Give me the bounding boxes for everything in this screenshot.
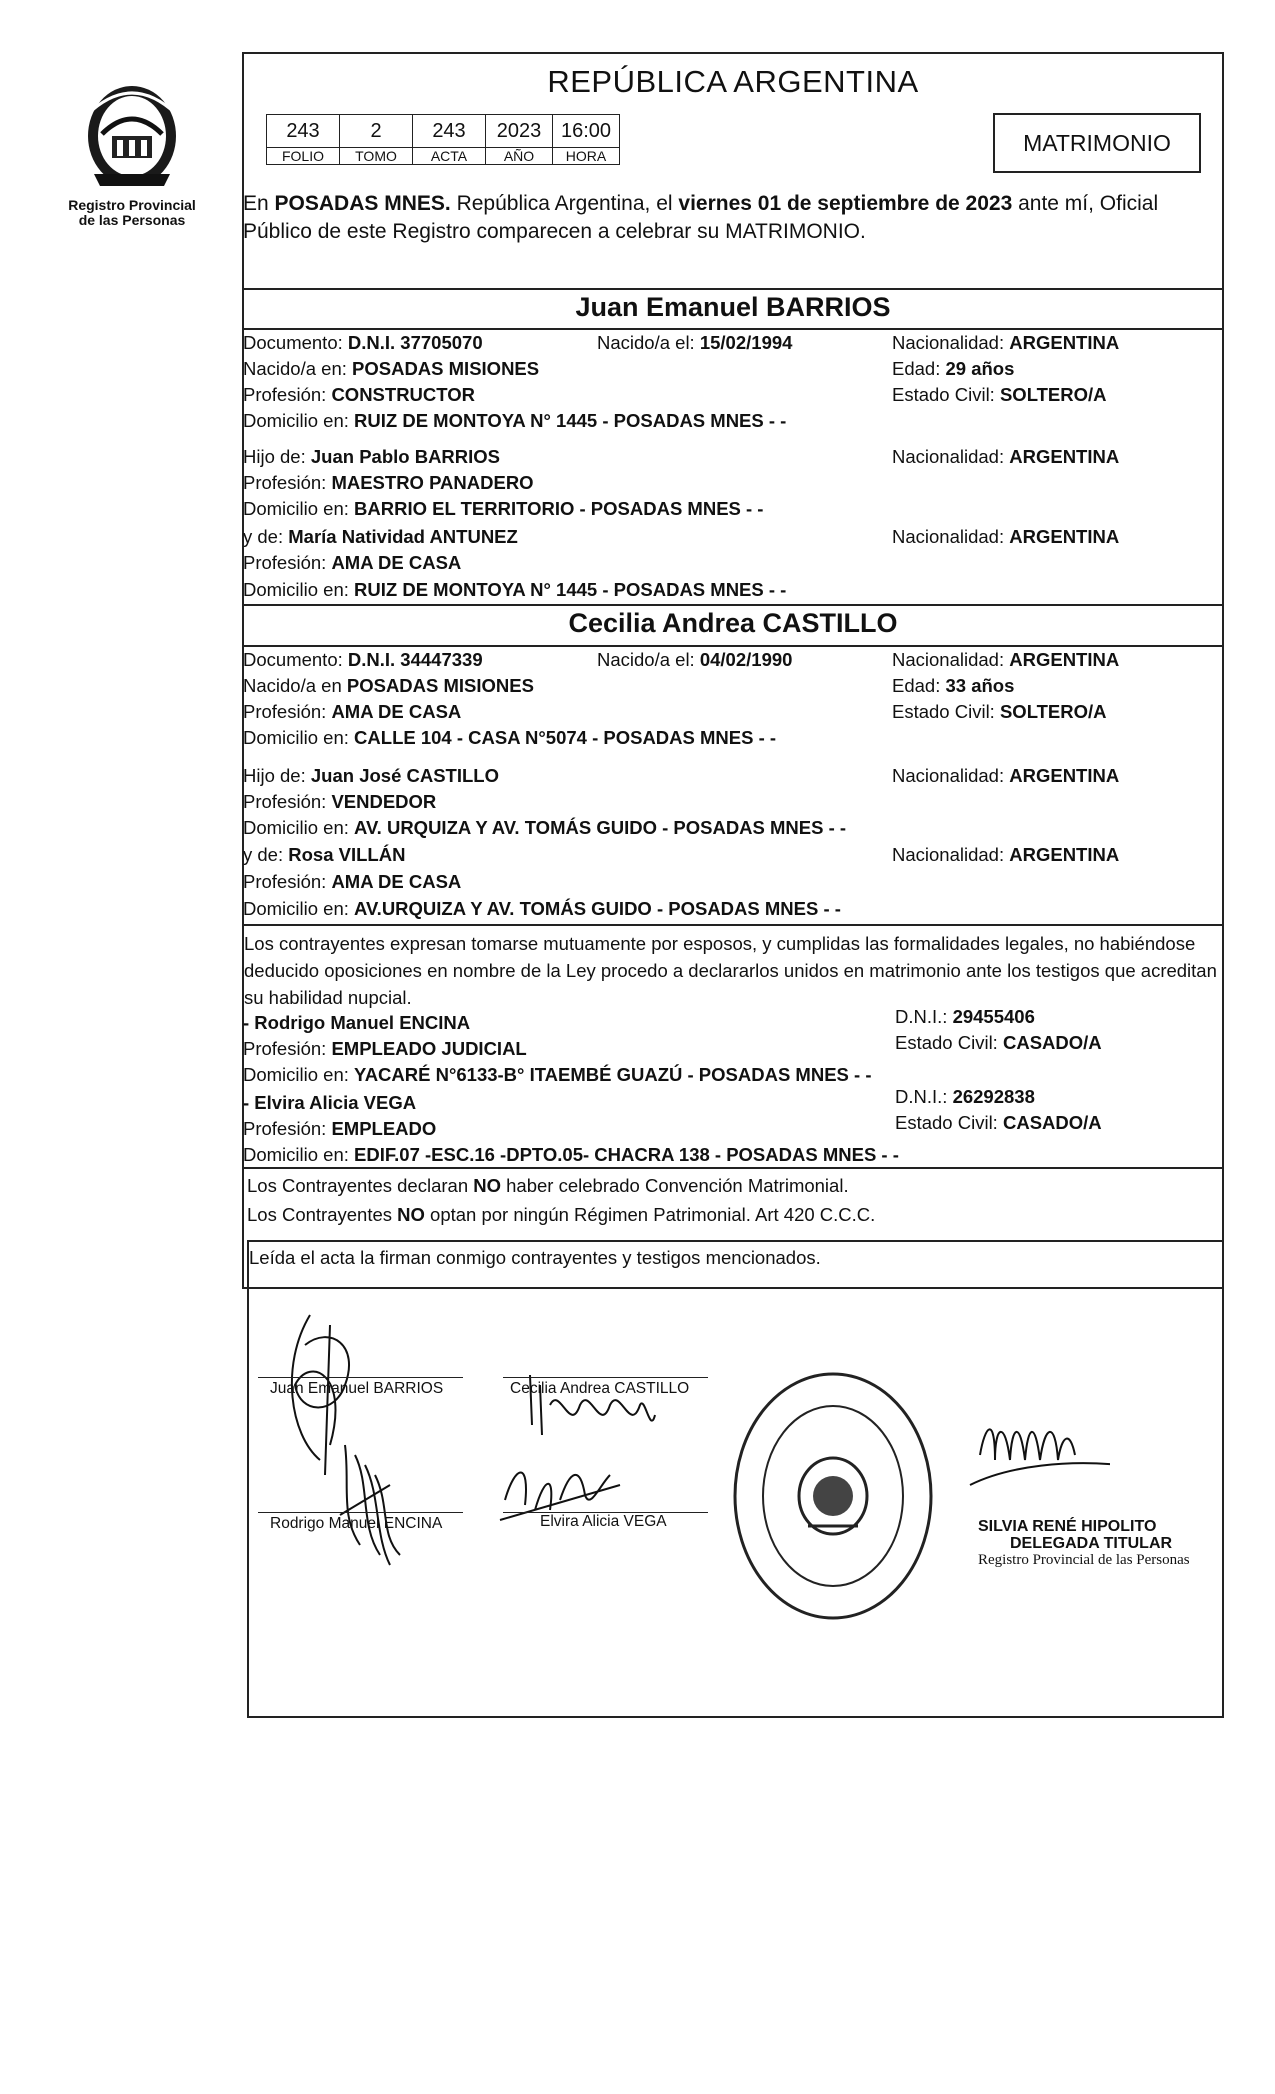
spouse1-document: Documento: D.N.I. 37705070 [243, 332, 483, 353]
spouse2-document: Documento: D.N.I. 34447339 [243, 649, 483, 670]
signature-line [258, 1512, 463, 1513]
signature-label-3: Rodrigo Manuel ENCINA [270, 1515, 443, 1532]
spouse1-address: Domicilio en: RUIZ DE MONTOYA N° 1445 - POSADAS MNES - - [243, 410, 787, 431]
witness2-address: Domicilio en: EDIF.07 -ESC.16 -DPTO.05- CHACRA 138 - POSADAS MNES - - [243, 1144, 899, 1165]
spouse2-father-address: Domicilio en: AV. URQUIZA Y AV. TOMÁS GUIDO - POSADAS MNES - - [243, 817, 847, 838]
intro-text-2: República Argentina, el [450, 192, 679, 215]
convention-line2: Los Contrayentes NO optan por ningún Régimen Patrimonial. Art 420 C.C.C. [247, 1204, 876, 1225]
witness1-dni: D.N.I.: 29455406 [895, 1006, 1035, 1027]
witness2-dni: D.N.I.: 26292838 [895, 1086, 1035, 1107]
signature-label-4: Elvira Alicia VEGA [540, 1513, 667, 1530]
spouse2-mother-profession: Profesión: AMA DE CASA [243, 871, 462, 892]
witness1-address: Domicilio en: YACARÉ N°6133-B° ITAEMBÉ GUAZÚ - POSADAS MNES - - [243, 1064, 872, 1085]
spouse2-father: Hijo de: Juan José CASTILLO [243, 765, 499, 786]
divider [242, 604, 1224, 606]
spouse2-name: Cecilia Andrea CASTILLO [568, 608, 898, 638]
spouse1-birthplace: Nacido/a en: POSADAS MISIONES [243, 358, 540, 379]
spouse1-father: Hijo de: Juan Pablo BARRIOS [243, 446, 501, 467]
spouse2-civil-status: Estado Civil: SOLTERO/A [892, 701, 1107, 722]
divider [242, 328, 1224, 330]
spouse1-father-profession: Profesión: MAESTRO PANADERO [243, 472, 534, 493]
spouse1-father-address: Domicilio en: BARRIO EL TERRITORIO - POSADAS MNES - - [243, 498, 764, 519]
tomo-value: 2 [340, 115, 413, 148]
signature-line [503, 1377, 708, 1378]
spouse2-nationality: Nacionalidad: ARGENTINA [892, 649, 1120, 670]
witness1-profession: Profesión: EMPLEADO JUDICIAL [243, 1038, 527, 1059]
logo-caption-line1: Registro Provincial [68, 197, 196, 213]
spouse1-civil-status: Estado Civil: SOLTERO/A [892, 384, 1107, 405]
registry-logo [62, 74, 202, 228]
signature-line [258, 1377, 463, 1378]
spouse1-mother: y de: María Natividad ANTUNEZ [243, 526, 518, 547]
time-label: HORA [553, 148, 620, 165]
folio-value: 243 [267, 115, 340, 148]
acta-label: ACTA [413, 148, 486, 165]
officer-name: SILVIA RENÉ HIPOLITO [978, 1518, 1157, 1535]
spouse2-father-nationality: Nacionalidad: ARGENTINA [892, 765, 1120, 786]
witness2-civil-status: Estado Civil: CASADO/A [895, 1112, 1102, 1133]
registry-table [266, 114, 620, 165]
act-type-box: MATRIMONIO [993, 113, 1201, 173]
spouse1-birthdate: Nacido/a el: 15/02/1994 [597, 332, 793, 353]
witness2-profession: Profesión: EMPLEADO [243, 1118, 437, 1139]
divider [242, 1167, 1224, 1169]
intro-text-1: En [243, 192, 275, 215]
spouse2-age: Edad: 33 años [892, 675, 1015, 696]
logo-caption-line2: de las Personas [78, 212, 186, 228]
intro-text-3: ante mí, Oficial Público de este Registro comparecen a celebrar su MATRIMONIO. [243, 192, 1159, 243]
witness1-civil-status: Estado Civil: CASADO/A [895, 1032, 1102, 1053]
official-seal-icon [728, 1366, 938, 1626]
intro-place: POSADAS MNES. [274, 192, 451, 215]
divider [242, 288, 1224, 290]
signature-label-1: Juan Emanuel BARRIOS [270, 1380, 444, 1397]
spouse2-birthdate: Nacido/a el: 04/02/1990 [597, 649, 793, 670]
spouse1-nationality: Nacionalidad: ARGENTINA [892, 332, 1120, 353]
document-title: REPÚBLICA ARGENTINA [547, 64, 919, 99]
spouse2-address: Domicilio en: CALLE 104 - CASA N°5074 - POSADAS MNES - - [243, 727, 777, 748]
spouse1-mother-address: Domicilio en: RUIZ DE MONTOYA N° 1445 - POSADAS MNES - - [243, 579, 787, 600]
intro-date: viernes 01 de septiembre de 2023 [678, 192, 1013, 215]
acta-value: 243 [413, 115, 486, 148]
spouse1-mother-profession: Profesión: AMA DE CASA [243, 552, 462, 573]
officer-block [978, 1518, 1190, 1569]
divider [242, 645, 1224, 647]
witness2-name: - Elvira Alicia VEGA [243, 1092, 417, 1113]
spouse2-mother-address: Domicilio en: AV.URQUIZA Y AV. TOMÁS GUIDO - POSADAS MNES - - [243, 898, 841, 919]
spouse1-profession: Profesión: CONSTRUCTOR [243, 384, 475, 405]
convention-line1: Los Contrayentes declaran NO haber celebrado Convención Matrimonial. [247, 1175, 849, 1196]
declaration-paragraph: Los contrayentes expresan tomarse mutuamente por esposos, y cumplidas las formalidades legales, no habiéndose deducido oposiciones en nombre de la Ley procedo a declararlos unidos en matrimonio ante los testigos que acreditan su habilidad nupcial. [244, 933, 1217, 1008]
spouse1-father-nationality: Nacionalidad: ARGENTINA [892, 446, 1120, 467]
spouse2-profession: Profesión: AMA DE CASA [243, 701, 462, 722]
read-statement: Leída el acta la firman conmigo contrayentes y testigos mencionados. [249, 1247, 821, 1268]
time-value: 16:00 [553, 115, 620, 148]
spouse2-father-profession: Profesión: VENDEDOR [243, 791, 437, 812]
folio-label: FOLIO [267, 148, 340, 165]
witness1-name: - Rodrigo Manuel ENCINA [243, 1012, 471, 1033]
signature-label-2: Cecilia Andrea CASTILLO [510, 1380, 690, 1397]
spouse2-mother-nationality: Nacionalidad: ARGENTINA [892, 844, 1120, 865]
divider [242, 924, 1224, 926]
year-value: 2023 [486, 115, 553, 148]
officer-org: Registro Provincial de las Personas [978, 1552, 1190, 1568]
spouse1-age: Edad: 29 años [892, 358, 1015, 379]
intro-paragraph [243, 190, 1221, 246]
spouse2-birthplace: Nacido/a en POSADAS MISIONES [243, 675, 534, 696]
province-shield-icon [72, 74, 192, 194]
spouse1-mother-nationality: Nacionalidad: ARGENTINA [892, 526, 1120, 547]
spouse2-mother: y de: Rosa VILLÁN [243, 844, 406, 865]
officer-role: DELEGADA TITULAR [1010, 1535, 1173, 1552]
year-label: AÑO [486, 148, 553, 165]
tomo-label: TOMO [340, 148, 413, 165]
spouse1-name: Juan Emanuel BARRIOS [575, 292, 891, 322]
